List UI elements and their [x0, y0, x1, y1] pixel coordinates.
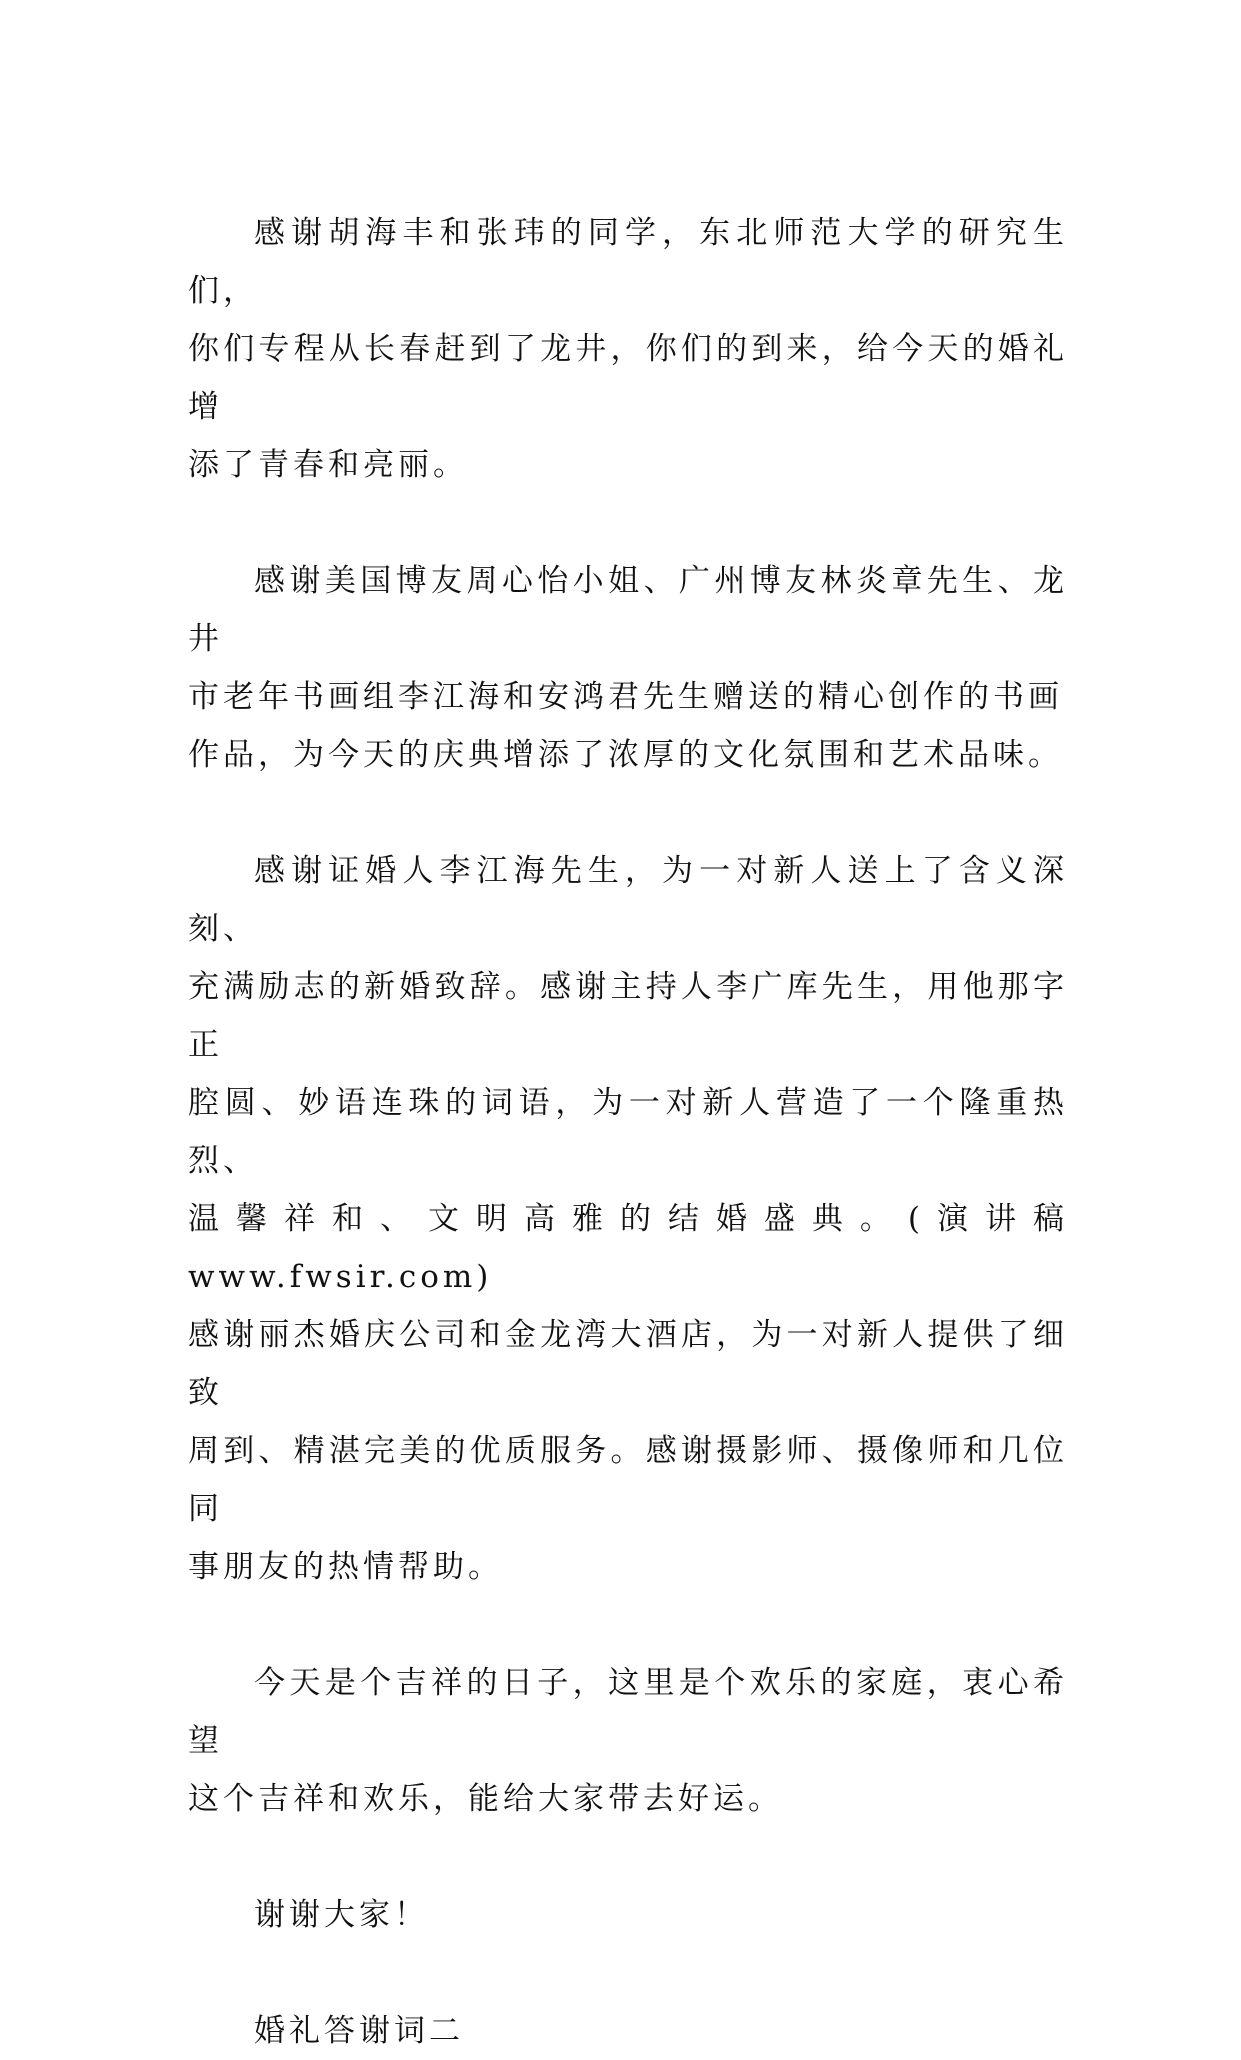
text-line: 添了青春和亮丽。: [188, 447, 468, 483]
text-line: 感谢证婚人李江海先生，为一对新人送上了含义深刻、: [188, 853, 1068, 947]
paragraph-thanks-officiant-host: [188, 842, 1068, 1596]
text-line: 周到、精湛完美的优质服务。感谢摄影师、摄像师和几位同: [188, 1433, 1068, 1527]
text-line: 你们专程从长春赶到了龙井，你们的到来，给今天的婚礼增: [188, 331, 1068, 425]
text-line: 事朋友的热情帮助。: [188, 1549, 503, 1585]
text-line: 感谢丽杰婚庆公司和金龙湾大酒店，为一对新人提供了细致: [188, 1317, 1068, 1411]
text-line: 谢谢大家！: [254, 1897, 429, 1933]
text-line: 市老年书画组李江海和安鸿君先生赠送的精心创作的书画: [188, 679, 1063, 715]
paragraph-thanks-artworks: [188, 552, 1068, 784]
text-line: 温馨祥和、文明高雅的结婚盛典。(演讲稿 www.fwsir.com): [188, 1201, 1068, 1295]
paragraph-blessing: [188, 1654, 1068, 1828]
document-body: [188, 204, 1068, 2060]
text-line: 腔圆、妙语连珠的词语，为一对新人营造了一个隆重热烈、: [188, 1085, 1068, 1179]
text-line: 作品，为今天的庆典增添了浓厚的文化氛围和艺术品味。: [188, 737, 1063, 773]
text-line: 感谢美国博友周心怡小姐、广州博友林炎章先生、龙井: [188, 563, 1068, 657]
text-line: 婚礼答谢词二: [254, 2013, 464, 2049]
text-line: 今天是个吉祥的日子，这里是个欢乐的家庭，衷心希望: [188, 1665, 1068, 1759]
text-line: 感谢胡海丰和张玮的同学，东北师范大学的研究生们，: [188, 215, 1068, 309]
paragraph-thanks-classmates: [188, 204, 1068, 494]
text-line: 充满励志的新婚致辞。感谢主持人李广库先生，用他那字正: [188, 969, 1068, 1063]
paragraph-thank-you: [188, 1886, 1068, 1944]
text-line: 这个吉祥和欢乐，能给大家带去好运。: [188, 1781, 783, 1817]
section-heading: [188, 2002, 1068, 2060]
